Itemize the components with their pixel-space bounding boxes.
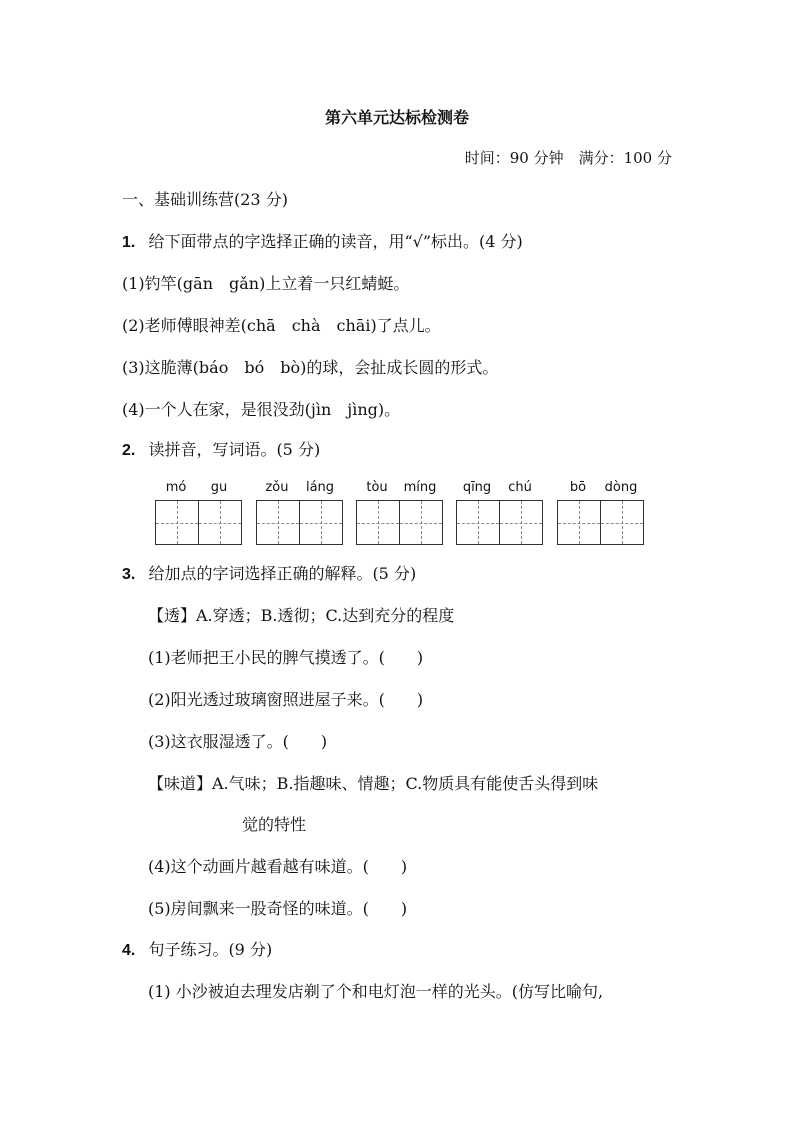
question-3-item: (4)这个动画片越看越有味道。( ) — [148, 857, 408, 876]
question-1-item: (4)一个人在家，是很没劲(jìn jìng)。 — [122, 400, 401, 419]
pinyin-label: gu — [210, 480, 228, 495]
pinyin-label: dòng — [604, 480, 638, 495]
question-3-item: (5)房间飘来一股奇怪的味道。( ) — [148, 899, 408, 918]
pinyin-label: chú — [508, 480, 532, 495]
pinyin-label: láng — [305, 480, 335, 495]
writing-grid[interactable] — [456, 500, 543, 545]
page-title: 第六单元达标检测卷 — [324, 108, 469, 127]
pinyin-label: tòu — [366, 480, 388, 495]
question-3-item: (1)老师把王小民的脾气摸透了。( ) — [148, 648, 424, 667]
definition-continued: 觉的特性 — [242, 815, 307, 834]
question-number: 3. — [122, 566, 136, 583]
definition: 【透】A.穿透；B.透彻；C.达到充分的程度 — [148, 606, 455, 625]
definition: 【味道】A.气味；B.指趣味、情趣；C.物质具有能使舌头得到味 — [148, 774, 599, 793]
pinyin-label: zǒu — [265, 480, 289, 495]
question-4 — [122, 940, 272, 961]
question-1 — [122, 232, 523, 253]
exam-meta: 时间：90 分钟 满分：100 分 — [464, 149, 672, 167]
writing-grid[interactable] — [155, 500, 242, 545]
pinyin-label: bō — [569, 480, 587, 495]
question-number: 1. — [122, 234, 136, 251]
question-text: 句子练习。(9 分) — [148, 940, 273, 959]
pinyin-label: qīng — [462, 480, 492, 495]
writing-grid[interactable] — [256, 500, 343, 545]
section-heading: 一、基础训练营(23 分) — [122, 190, 288, 209]
writing-grid[interactable] — [557, 500, 644, 545]
question-text: 给下面带点的字选择正确的读音，用“√”标出。(4 分) — [148, 232, 523, 251]
question-1-item: (2)老师傅眼神差(chā chà chāi)了点儿。 — [122, 316, 441, 335]
question-4-item: (1) 小沙被迫去理发店剃了个和电灯泡一样的光头。(仿写比喻句, — [148, 982, 604, 1001]
question-3-item: (3)这衣服湿透了。( ) — [148, 732, 328, 751]
question-3 — [122, 564, 416, 585]
question-number: 2. — [122, 442, 136, 459]
pinyin-label: míng — [403, 480, 437, 495]
question-2 — [122, 440, 320, 461]
pinyin-label: mó — [165, 480, 187, 495]
question-1-item: (3)这脆薄(báo bó bò)的球，会扯成长圆的形式。 — [122, 358, 499, 377]
writing-grid[interactable] — [356, 500, 443, 545]
question-text: 读拼音，写词语。(5 分) — [148, 440, 321, 459]
question-number: 4. — [122, 942, 136, 959]
question-text: 给加点的字词选择正确的解释。(5 分) — [148, 564, 417, 583]
question-1-item: (1)钓竿(gān gǎn)上立着一只红蜻蜓。 — [122, 274, 410, 293]
question-3-item: (2)阳光透过玻璃窗照进屋子来。( ) — [148, 690, 424, 709]
